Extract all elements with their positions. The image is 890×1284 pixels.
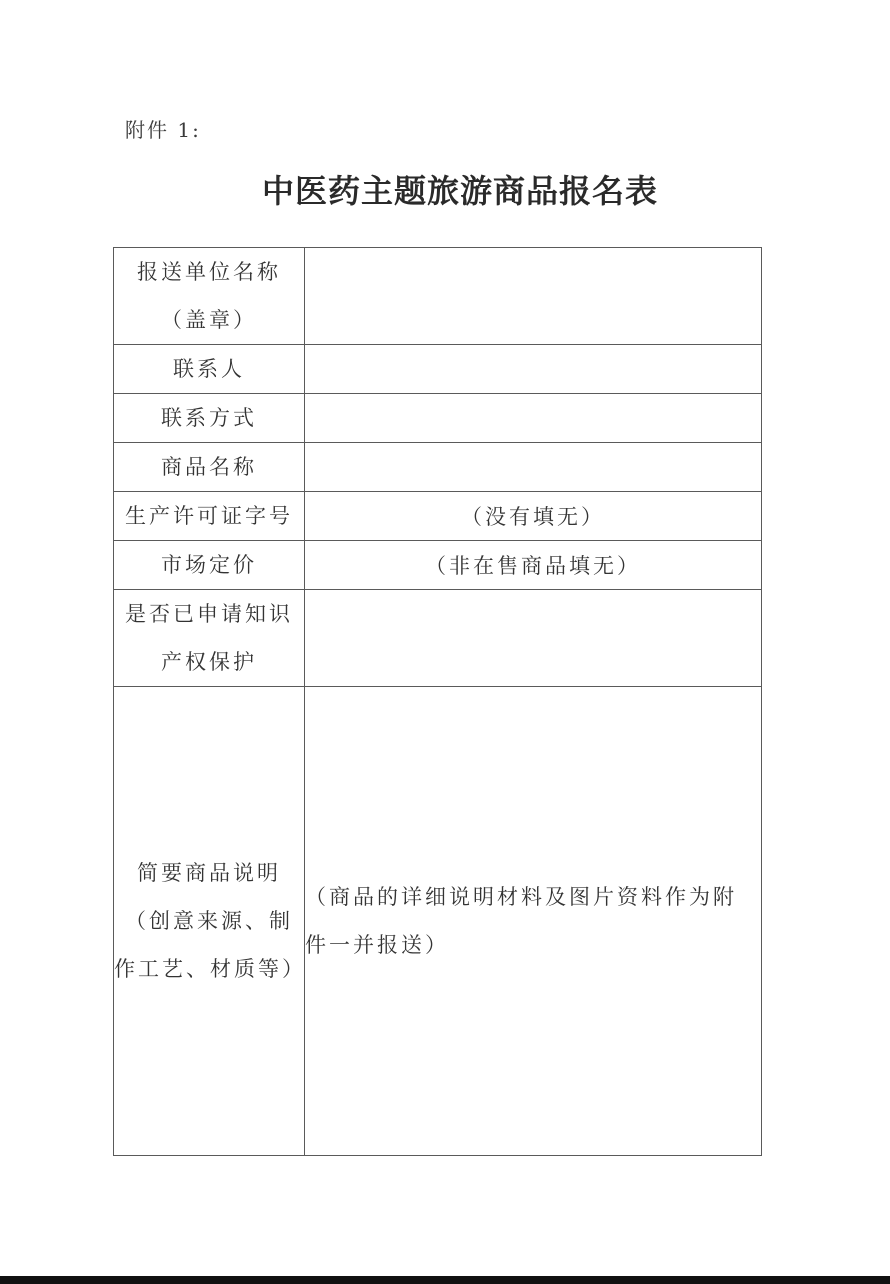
label-contact-person <box>114 345 305 394</box>
label-product-name <box>114 443 305 492</box>
scan-edge-line <box>0 1276 890 1284</box>
table-row <box>114 248 762 345</box>
field-market-price[interactable]: （非在售商品填无） <box>305 541 762 590</box>
label-contact-method <box>114 394 305 443</box>
description-hint: （商品的详细说明材料及图片资料作为附 <box>305 885 737 909</box>
table-row <box>114 345 762 394</box>
label-product-description <box>114 687 305 1156</box>
field-product-name[interactable] <box>305 443 762 492</box>
label-line: 商品名称 <box>161 455 257 479</box>
description-hint: 件一并报送） <box>305 933 449 957</box>
attachment-label: 附件 1: <box>125 118 201 142</box>
field-contact-person[interactable] <box>305 345 762 394</box>
label-line: 产权保护 <box>161 650 257 674</box>
label-market-price <box>114 541 305 590</box>
registration-form-table <box>113 247 762 1156</box>
label-line: 报送单位名称 <box>137 260 281 284</box>
label-line: 生产许可证字号 <box>125 504 293 528</box>
label-line: 是否已申请知识 <box>125 602 293 626</box>
page-title: 中医药主题旅游商品报名表 <box>261 172 658 210</box>
field-reporting-unit[interactable] <box>305 248 762 345</box>
label-reporting-unit <box>114 248 305 345</box>
table-row <box>114 590 762 687</box>
label-line: 作工艺、材质等） <box>114 957 306 981</box>
table-row <box>114 492 762 541</box>
field-ip-protection[interactable] <box>305 590 762 687</box>
label-license-number <box>114 492 305 541</box>
label-line: （盖章） <box>161 308 257 332</box>
field-contact-method[interactable] <box>305 394 762 443</box>
field-license-number[interactable]: （没有填无） <box>305 492 762 541</box>
table-row <box>114 687 762 1156</box>
label-line: 联系方式 <box>161 406 257 430</box>
table-row <box>114 541 762 590</box>
table-row <box>114 443 762 492</box>
label-line: 市场定价 <box>161 553 257 577</box>
table-row <box>114 394 762 443</box>
label-line: 简要商品说明 <box>137 861 281 885</box>
label-line: 联系人 <box>173 357 245 381</box>
label-line: （创意来源、制 <box>125 909 293 933</box>
field-product-description[interactable] <box>305 687 762 1156</box>
label-ip-protection <box>114 590 305 687</box>
